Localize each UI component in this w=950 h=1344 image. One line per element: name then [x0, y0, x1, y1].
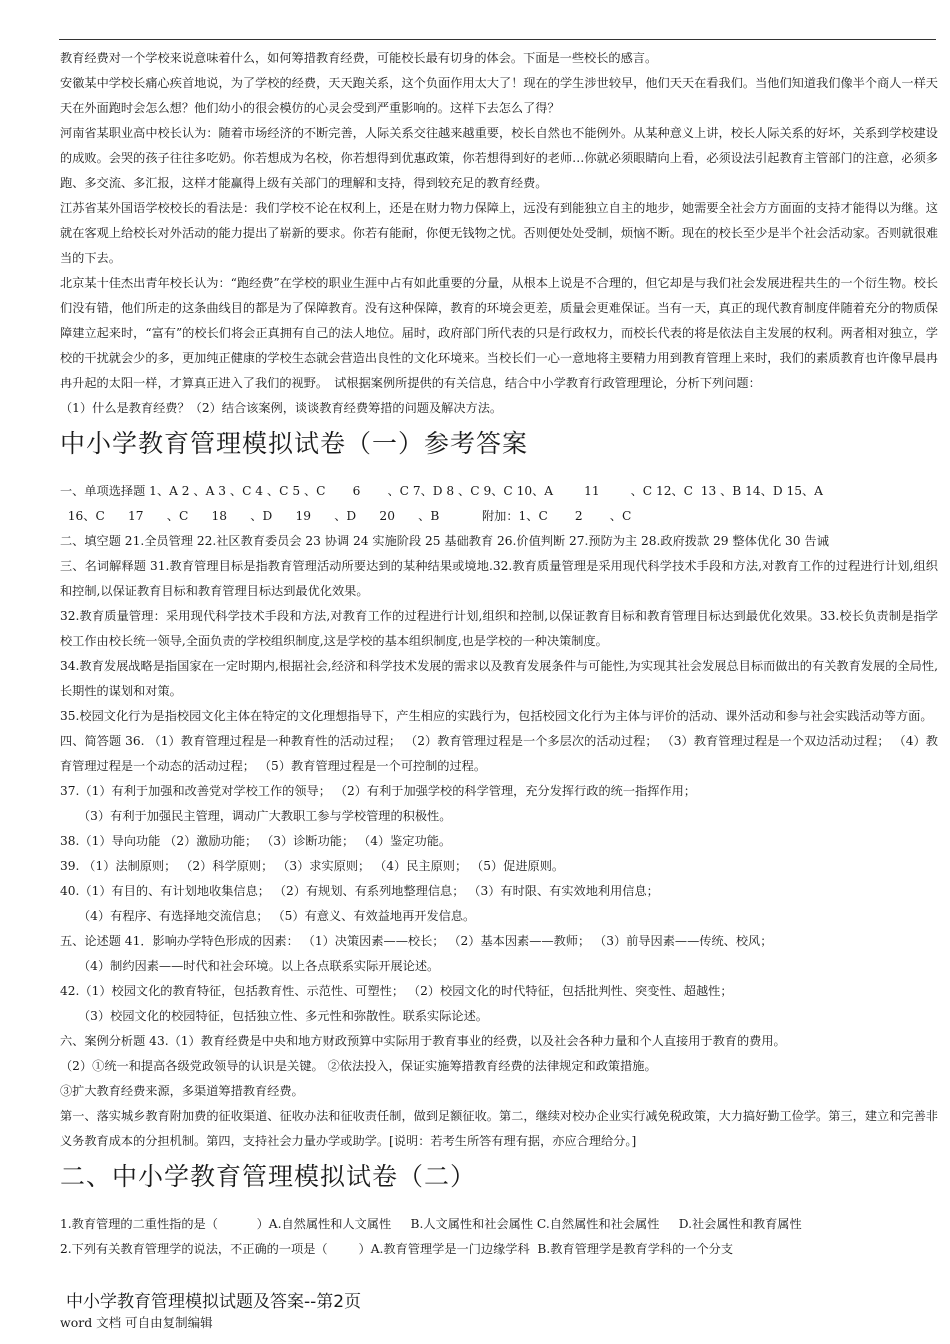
- fill-blank-answers: 二、填空题 21.全员管理 22.社区教育委员会 23 协调 24 实施阶段 25 基础教育 26.价值判断 27.预防为主 28.政府拨款 29 整体优化 30 告诫: [60, 534, 829, 548]
- document-body: [60, 46, 938, 1262]
- term-answer-35: 35.校园文化行为是指校园文化主体在特定的文化理想指导下，产生相应的实践行为，包括校园文化行为主体与评价的活动、课外活动和参与社会实践活动等方面。: [60, 709, 933, 723]
- short-answer-40a: 40.（1）有目的、有计划地收集信息； （2）有规划、有系列地整理信息； （3）有时限、有实效地利用信息；: [60, 884, 659, 898]
- case-answer-43c: ③扩大教育经费来源，多渠道筹措教育经费。: [60, 1084, 304, 1098]
- case-answer-43a: 六、案例分析题 43.（1）教育经费是中央和地方财政预算中实际用于教育事业的经费，以及社会各种力量和个人直接用于教育的费用。: [60, 1034, 786, 1048]
- case-jiangsu: 江苏省某外国语学校校长的看法是：我们学校不论在权利上，还是在财力物力保障上，远没有到能独立自主的地步，她需要全社会方方面面的支持才能得以为继。这就在客观上给校长对外活动的能力提出了崭新的要求。你若有能耐，你便无钱物之忧。否则便处处受制，烦恼不断。现在的校长至少是半个社会活动家。否则就很难当的下去。: [60, 201, 938, 265]
- short-answer-40b: （4）有程序、有选择地交流信息； （5）有意义、有效益地再开发信息。: [78, 909, 476, 923]
- short-answer-37a: 37.（1）有利于加强和改善党对学校工作的领导； （2）有利于加强学校的科学管理，充分发挥行政的统一指挥作用；: [60, 784, 696, 798]
- heading-answers-exam1: 中小学教育管理模拟试卷（一）参考答案: [60, 429, 529, 458]
- case-henan: 河南省某职业高中校长认为：随着市场经济的不断完善，人际关系交往越来越重要，校长自然也不能例外。从某种意义上讲，校长人际关系的好坏，关系到学校建设的成败。会哭的孩子往往多吃奶。你若想成为名校，你若想得到优惠政策，你若想得到好的老师…你就必须眼睛向上看，必须设法引起教育主管部门的注意，必须多跑、多交流、多汇报，这样才能赢得上级有关部门的理解和支持，得到较充足的教育经费。: [60, 126, 938, 190]
- essay-answer-41a: 五、论述题 41．影响办学特色形成的因素： （1）决策因素——校长； （2）基本因素——教师； （3）前导因素——传统、校风；: [60, 934, 773, 948]
- case-answer-43b: （2）①统一和提高各级党政领导的认识是关键。 ②依法投入，保证实施筹措教育经费的法律规定和政策措施。: [60, 1059, 657, 1073]
- choice-answers-line1: 一、单项选择题 1、A 2 、A 3 、C 4 、C 5 、C 6 、C 7、D 8 、C 9、C 10、A 11 、C 12、C 13 、B 14、D 15、A: [60, 484, 823, 498]
- top-rule: [59, 39, 936, 40]
- term-answer-32: 32.教育质量管理：采用现代科学技术手段和方法,对教育工作的过程进行计划,组织和控制,以保证教育目标和教育管理目标达到最优化效果。33.校长负责制是指学校工作由校长统一领导,全面负责的学校组织制度,这是学校的基本组织制度,也是学校的一种决策制度。: [60, 609, 938, 648]
- short-answer-39: 39. （1）法制原则； （2）科学原则； （3）求实原则； （4）民主原则； （5）促进原则。: [60, 859, 565, 873]
- short-answer-37b: （3）有利于加强民主管理，调动广大教职工参与学校管理的积极性。: [78, 809, 452, 823]
- exam2-question-1: 1.教育管理的二重性指的是（ ）A.自然属性和人文属性 B.人文属性和社会属性 C.自然属性和社会属性 D.社会属性和教育属性: [60, 1217, 802, 1231]
- case-intro: 教育经费对一个学校来说意味着什么，如何筹措教育经费，可能校长最有切身的体会。下面是一些校长的感言。: [60, 51, 658, 65]
- case-beijing: 北京某十佳杰出青年校长认为：“跑经费”在学校的职业生涯中占有如此重要的分量，从根本上说是不合理的，但它却是与我们社会发展进程共生的一个衍生物。校长们没有错，他们所走的这条曲线目的都是为了保障教育。没有这种保障，教育的环境会更差，质量会更难保证。当有一天，真正的现代教育制度伴随着充分的物质保障建立起来时，“富有”的校长们将会正真拥有自己的法人地位。届时，政府部门所代表的只是行政权力，而校长代表的将是依法自主发展的权利。两者相对独立，学校的干扰就会少的多，更加纯正健康的学校生态就会营造出良性的文化环境来。当校长们一心一意地将主要精力用到教育管理上来时，我们的素质教育也许像早晨冉冉升起的太阳一样，才算真正进入了我们的视野。 试根据案例所提供的有关信息，结合中小学教育行政管理理论，分析下列问题：: [60, 276, 938, 390]
- case-anhui: 安徽某中学校长痛心疾首地说，为了学校的经费，天天跑关系，这个负面作用太大了！现在的学生涉世较早，他们天天在看我们。当他们知道我们像半个商人一样天天在外面跑时会怎么想？他们幼小的很会模仿的心灵会受到严重影响的。这样下去怎么了得？: [60, 76, 938, 115]
- essay-answer-41b: （4）制约因素——时代和社会环境。以上各点联系实际开展论述。: [78, 959, 440, 973]
- term-answer-31: 三、名词解释题 31.教育管理目标是指教育管理活动所要达到的某种结果或境地.32.教育质量管理是采用现代科学技术手段和方法,对教育工作的过程进行计划,组织和控制,以保证教育目标和教育管理目标达到最优化效果。: [60, 559, 938, 598]
- exam2-question-2: 2.下列有关教育管理学的说法，不正确的一项是（ ）A.教育管理学是一门边缘学科 B.教育管理学是教育学科的一个分支: [60, 1242, 734, 1256]
- page-footer-note: word 文档 可自由复制编辑: [60, 1315, 213, 1330]
- term-answer-34: 34.教育发展战略是指国家在一定时期内,根据社会,经济和科学技术发展的需求以及教育发展条件与可能性,为实现其社会发展总目标而做出的有关教育发展的全局性,长期性的谋划和对策。: [60, 659, 938, 698]
- case-questions: （1）什么是教育经费？（2）结合该案例，谈谈教育经费筹措的问题及解决方法。: [60, 401, 503, 415]
- short-answer-36: 四、简答题 36. （1）教育管理过程是一种教育性的活动过程； （2）教育管理过程是一个多层次的活动过程； （3）教育管理过程是一个双边活动过程； （4）教育管理过程是一个动态的活动过程； （5）教育管理过程是一个可控制的过程。: [60, 734, 938, 773]
- essay-answer-42b: （3）校园文化的校园特征，包括独立性、多元性和弥散性。联系实际论述。: [78, 1009, 488, 1023]
- case-answer-43d: 第一、落实城乡教育附加费的征收渠道、征收办法和征收责任制，做到足额征收。第二，继续对校办企业实行减免税政策，大力搞好勤工俭学。第三，建立和完善非义务教育成本的分担机制。第四，支持社会力量办学或助学。[说明：若考生所答有理有据，亦应合理给分。]: [60, 1109, 938, 1148]
- heading-exam2: 二、中小学教育管理模拟试卷（二）: [60, 1162, 477, 1191]
- short-answer-38: 38.（1）导向功能 （2）激励功能； （3）诊断功能； （4）鉴定功能。: [60, 834, 452, 848]
- choice-answers-line2: 16、C 17 、C 18 、D 19 、D 20 、B 附加：1、C 2 、C: [60, 509, 632, 523]
- essay-answer-42a: 42.（1）校园文化的教育特征，包括教育性、示范性、可塑性； （2）校园文化的时代特征，包括批判性、突变性、超越性；: [60, 984, 733, 998]
- page-footer-title: 中小学教育管理模拟试题及答案--第2页: [66, 1292, 362, 1312]
